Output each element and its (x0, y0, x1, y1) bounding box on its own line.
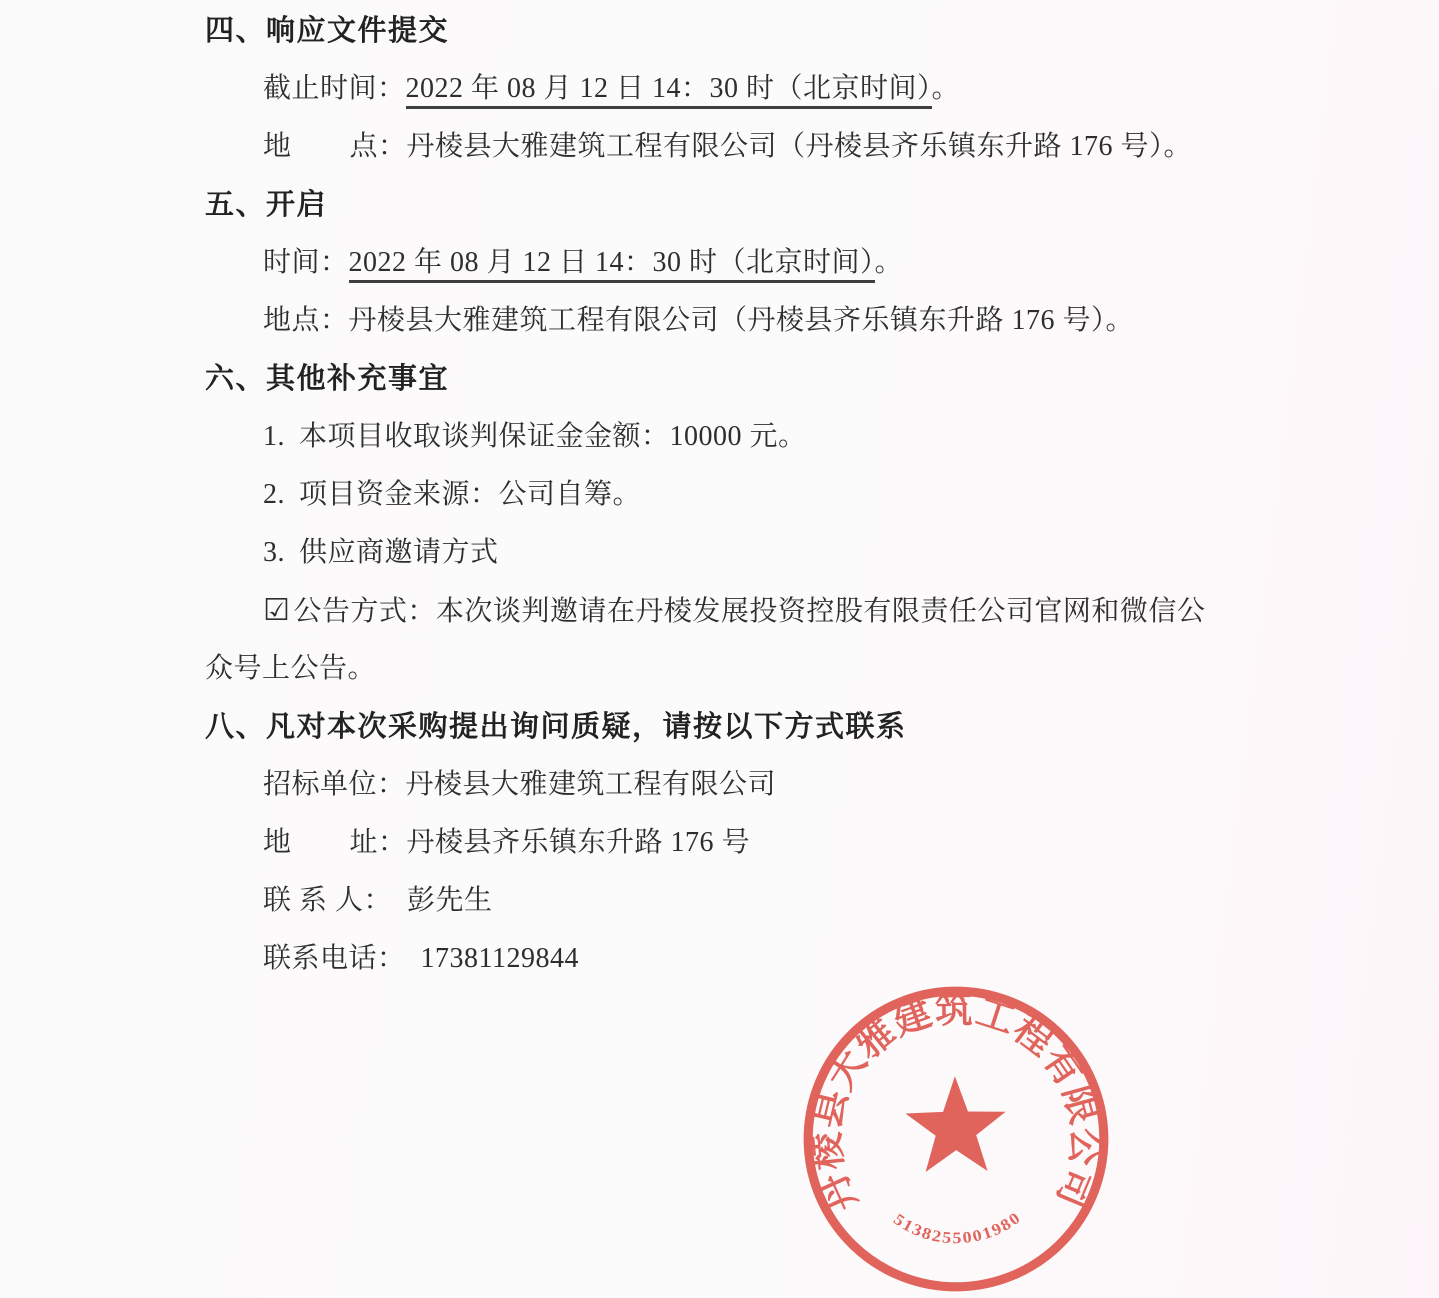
list-item-2-number: 2. (263, 479, 285, 510)
list-item-2 (205, 466, 1285, 524)
list-item-1-number: 1. (263, 421, 285, 452)
list-item-1-text: 本项目收取谈判保证金金额：10000 元。 (299, 421, 807, 452)
contact-person-label: 联 系 人： (263, 885, 393, 916)
announcement-line-2: 众号上公告。 (205, 653, 377, 684)
contact-phone-value: 17381129844 (420, 943, 579, 974)
deadline-line (205, 60, 1285, 118)
seal-company-text: 丹棱县大雅建筑工程有限公司 (806, 990, 1106, 1218)
contact-unit-line (205, 756, 1285, 814)
list-item-1 (205, 408, 1285, 466)
open-time-line (205, 234, 1285, 292)
announcement-line-1 (205, 582, 1285, 640)
section4-heading: 四、响应文件提交 (205, 15, 450, 47)
contact-phone-line (205, 930, 1285, 988)
contact-address-label2: 址： (349, 827, 407, 858)
seal-star-icon (905, 1075, 1007, 1172)
submit-location-label: 地 (263, 131, 292, 162)
deadline-value: 2022 年 08 月 12 日 14：30 时（北京时间） (406, 73, 932, 109)
list-item-3 (205, 524, 1285, 582)
submit-location-value: 丹棱县大雅建筑工程有限公司（丹棱县齐乐镇东升路 176 号）。 (406, 131, 1193, 162)
checkbox-checked-icon: ☑ (263, 593, 291, 628)
open-time-value: 2022 年 08 月 12 日 14：30 时（北京时间） (349, 247, 875, 283)
contact-address-label: 地 (263, 827, 292, 858)
contact-person-line (205, 872, 1285, 930)
list-item-3-number: 3. (263, 537, 285, 568)
submit-location-line (205, 118, 1285, 176)
open-location-label: 地点： (263, 305, 349, 336)
deadline-label: 截止时间： (263, 73, 406, 104)
document-body (205, 2, 1285, 988)
seal-number-text: 5138255001980 (890, 1208, 1024, 1248)
contact-phone-label: 联系电话： (263, 943, 406, 974)
contact-person-value: 彭先生 (407, 885, 493, 916)
section8-heading: 八、凡对本次采购提出询问质疑，请按以下方式联系 (205, 711, 907, 743)
open-location-value: 丹棱县大雅建筑工程有限公司（丹棱县齐乐镇东升路 176 号）。 (348, 305, 1135, 336)
section6-heading: 六、其他补充事宜 (205, 363, 450, 395)
deadline-period: 。 (931, 73, 961, 104)
contact-unit-value: 丹棱县大雅建筑工程有限公司 (405, 769, 777, 800)
company-seal (791, 974, 1121, 1298)
section5-heading: 五、开启 (205, 189, 328, 221)
contact-unit-label: 招标单位： (263, 769, 406, 800)
list-item-2-text: 项目资金来源：公司自筹。 (299, 479, 642, 510)
list-item-3-text: 供应商邀请方式 (299, 537, 499, 568)
open-time-period: 。 (874, 247, 904, 278)
open-location-line (205, 292, 1285, 350)
contact-address-value: 丹棱县齐乐镇东升路 176 号 (406, 827, 751, 858)
announcement-text-1: 公告方式：本次谈判邀请在丹棱发展投资控股有限责任公司官网和微信公 (293, 596, 1206, 627)
open-time-label: 时间： (263, 247, 349, 278)
contact-address-line (205, 814, 1285, 872)
submit-location-label2: 点： (349, 131, 407, 162)
